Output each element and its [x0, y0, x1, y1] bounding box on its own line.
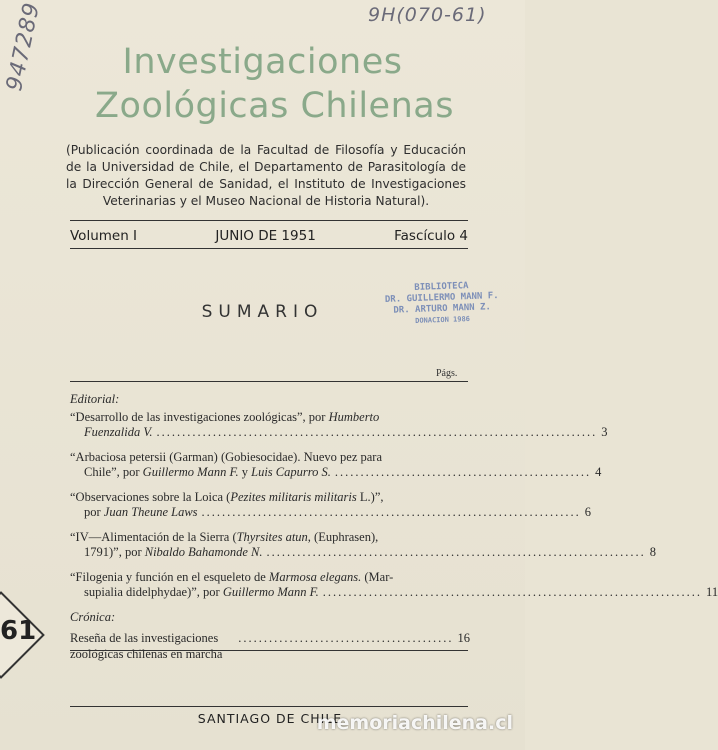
entry-title: L.)”,	[359, 489, 384, 504]
title-line-1: Investigaciones	[122, 42, 403, 82]
entry-title: por	[84, 505, 101, 519]
entry-title: Chile”, por	[84, 465, 140, 479]
handwritten-catalog-number: 9H(070-61)	[368, 4, 487, 26]
top-rule	[70, 220, 468, 221]
entry-author: Fuenzalida V.	[84, 425, 153, 439]
fascicle-label: Fascículo 4	[394, 228, 468, 244]
entry-page: 8	[649, 545, 656, 559]
entry-title: 1791)”, por	[84, 545, 142, 559]
entry-title: “Observaciones sobre la Loica (	[70, 489, 231, 504]
handwritten-inventory-number: 947289	[2, 0, 46, 94]
entry-species: Marmosa elegans.	[268, 569, 362, 584]
entry-title: “Desarrollo de las investigaciones zoológicas”, por	[70, 409, 326, 424]
section-label-cronica: Crónica:	[70, 609, 116, 624]
entry-species: Thyrsites atun	[236, 529, 308, 544]
sumario-heading: SUMARIO	[201, 302, 324, 322]
toc-entry: “Filogenia y función en el esqueleto de Marmosa elegans. (Mar- supialia didelphydae)”, por Guillermo Mann F. .......................................................................... 11	[70, 569, 718, 599]
toc-entry: “IV—Alimentación de la Sierra (Thyrsites atun, (Euphrasen), 1791)”, por Nibaldo Bahamonde N. .......................................................................... 8	[70, 529, 656, 559]
entry-title: supialia didelphydae)”, por	[84, 585, 220, 599]
volume-label: Volumen I	[70, 228, 138, 244]
issue-info-row	[70, 228, 468, 244]
entry-title: “IV—Alimentación de la Sierra (	[70, 529, 237, 544]
entry-author: Juan Theune Laws	[103, 505, 198, 519]
entry-page: 3	[601, 425, 608, 439]
publication-city: SANTIAGO DE CHILE	[197, 711, 343, 726]
entry-author: Guillermo Mann F.	[222, 585, 319, 599]
entry-title: Reseña de las investigaciones zoológicas chilenas en marcha	[70, 631, 223, 661]
footer-rule	[70, 706, 468, 707]
issue-bottom-rule	[70, 248, 468, 249]
entry-page: 6	[584, 505, 592, 519]
toc-top-rule	[70, 381, 468, 382]
toc-entry: “Observaciones sobre la Loica (Pezites militaris militaris L.)”, por Juan Theune Laws .......................................................................... 6	[70, 489, 592, 519]
number-badge-text: 61	[0, 616, 37, 646]
entry-title: (Mar-	[364, 569, 394, 584]
entry-page: 4	[595, 465, 602, 479]
stamp-line: BIBLIOTECA	[414, 281, 469, 293]
entry-author: Humberto	[328, 409, 380, 424]
entry-title: , (Euphrasen),	[307, 529, 379, 544]
table-of-contents	[70, 390, 718, 662]
entry-title: “Filogenia y función en el esqueleto de	[70, 569, 266, 584]
stamp-line: DONACION 1986	[415, 315, 471, 325]
publication-subtitle: (Publicación coordinada de la Facultad de Filosofía y Educación de la Universidad de Chile, el Departamento de Parasitología de la Dirección General de Sanidad, el Instituto de Investigaciones Veterinarias y el Museo Nacional de Historia Natural).	[66, 143, 466, 208]
stamp-line: DR. GUILLERMO MANN F.	[384, 291, 499, 305]
toc-entry: “Arbaciosa petersii (Garman) (Gobiesocidae). Nuevo pez para Chile”, por Guillermo Mann F. y Luis Capurro S. .................................................. 4	[70, 449, 602, 479]
entry-species: Pezites militaris militaris	[230, 489, 357, 504]
entry-title: “Arbaciosa petersii (Garman) (Gobiesocidae). Nuevo pez para	[70, 449, 383, 464]
entry-page: 11	[706, 585, 718, 599]
toc-entry: “Desarrollo de las investigaciones zoológicas”, por Humberto Fuenzalida V. ...................................................................................... 3	[70, 409, 608, 439]
section-label-editorial: Editorial:	[70, 392, 120, 406]
entry-author: Luis Capurro S.	[251, 465, 331, 479]
watermark-text: memoriachilena.cl	[316, 712, 513, 734]
entry-author: Nibaldo Bahamonde N.	[144, 545, 263, 559]
entry-author: Guillermo Mann F.	[142, 465, 239, 479]
toc-entry-cronica: Reseña de las investigaciones zoológicas chilenas en marcha .......................................... 16	[70, 631, 470, 661]
stamp-line: DR. ARTURO MANN Z.	[393, 302, 492, 316]
issue-date: JUNIO DE 1951	[215, 228, 316, 244]
entry-page: 16	[457, 631, 470, 645]
toc-bottom-rule	[70, 650, 468, 651]
title-line-2: Zoológicas Chilenas	[95, 86, 454, 126]
pages-column-label: Págs.	[436, 368, 458, 379]
entry-conjunction: y	[241, 465, 248, 479]
